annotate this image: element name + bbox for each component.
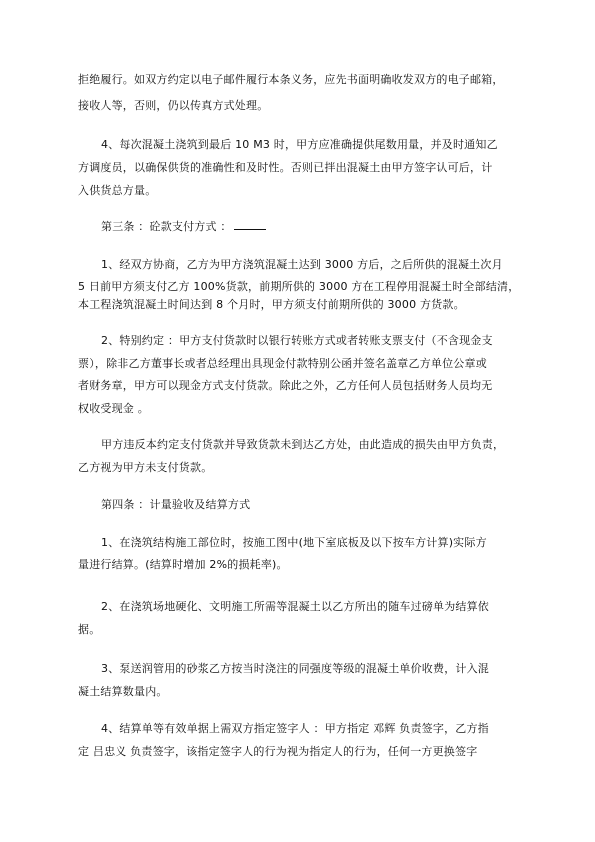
text-line: 接收人等，否则，仍以传真方式处理。 bbox=[78, 99, 269, 112]
text-line: 票），除非乙方董事长或者总经理出具现金付款特别公函并签名盖章乙方单位公章或 bbox=[78, 357, 487, 370]
text-line: 2、在浇筑场地硬化、文明施工所需等混凝土以乙方所出的随车过磅单为结算依 bbox=[101, 600, 489, 613]
text-line: 4、结算单等有效单据上需双方指定签字人 ：甲方指定 邓辉 负责签字，乙方指 bbox=[101, 722, 489, 735]
text-line: 据。 bbox=[78, 623, 101, 636]
text-line: 拒绝履行。如双方约定以电子邮件履行本条义务，应先书面明确收发双方的电子邮箱， bbox=[78, 73, 504, 86]
text-line: 量进行结算。(结算时增加 2%的损耗率)。 bbox=[78, 558, 288, 571]
text-line: 入供货总方量。 bbox=[78, 184, 157, 197]
text-line: 者财务章，甲方可以现金方式支付货款。除此之外，乙方任何人员包括财务人员均无 bbox=[78, 379, 493, 392]
text-line: 权收受现金 。 bbox=[78, 402, 149, 415]
text-line: 本工程浇筑混凝土时间达到 8 个月时，甲方须支付前期所供的 3000 方货款。 bbox=[78, 298, 465, 311]
text-line: 1、在浇筑结构施工部位时，按施工图中(地下室底板及以下按车方计算)实际方 bbox=[101, 536, 487, 549]
text-line: 3、泵送润管用的砂浆乙方按当时浇注的同强度等级的混凝土单价收费，计入混 bbox=[101, 662, 489, 675]
text-line: 凝土结算数量内。 bbox=[78, 685, 168, 698]
text-line: 定 吕忠义 负责签字，该指定签字人的行为视为指定人的行为，任何一方更换签字 bbox=[78, 745, 478, 758]
section-heading: 第三条 ：砼款支付方式 ： bbox=[101, 218, 266, 235]
text-line: 1、经双方协商，乙方为甲方浇筑混凝土达到 3000 方后，之后所供的混凝土次月 bbox=[101, 258, 503, 271]
text-line: 乙方视为甲方未支付货款。 bbox=[78, 461, 213, 474]
section-heading: 第四条 ：计量验收及结算方式 bbox=[101, 498, 251, 511]
text-line: 5 日前甲方须支付乙方 100%货款，前期所供的 3000 方在工程停用混凝土时全部结清， bbox=[78, 280, 520, 293]
text-line: 甲方违反本约定支付货款并导致货款未到达乙方处，由此造成的损失由甲方负责， bbox=[101, 438, 505, 451]
text-line: 2、特别约定 ：甲方支付货款时以银行转账方式或者转账支票支付（不含现金支 bbox=[101, 334, 493, 347]
text-line: 方调度员，以确保供货的准确性和及时性。否则已拌出混凝土由甲方签字认可后，计 bbox=[78, 161, 493, 174]
fill-blank bbox=[234, 218, 266, 230]
text-line: 4、每次混凝土浇筑到最后 10 M3 时，甲方应准确提供尾数用量，并及时通知乙 bbox=[101, 138, 498, 151]
